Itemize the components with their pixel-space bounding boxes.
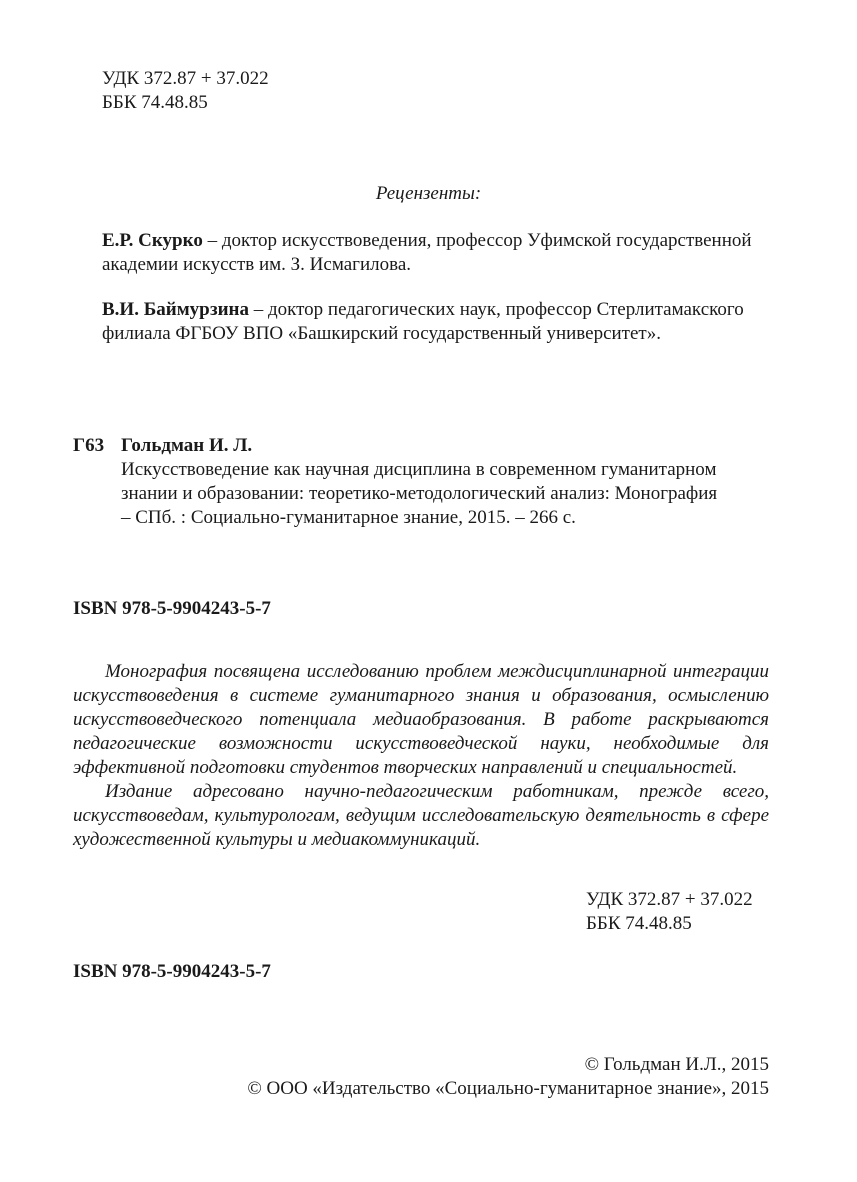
copyright-block [247, 1053, 769, 1101]
author-mark: Г63 [73, 435, 105, 456]
reviewer-description: – доктор педагогических наук, профессор Стерлитамакского [248, 299, 744, 320]
isbn-bottom: ISBN 978-5-9904243-5-7 [73, 961, 271, 982]
udk-code: УДК 372.87 + 37.022 [102, 68, 269, 89]
reviewer-description: – доктор искусствоведения, профессор Уфимской государственной [202, 230, 752, 251]
copyright-author: © Гольдман И.Л., 2015 [584, 1054, 769, 1075]
author-name: Гольдман И. Л. [121, 435, 253, 456]
reviewer-description-cont: филиала ФГБОУ ВПО «Башкирский государственный университет». [102, 323, 661, 344]
title-line: Искусствоведение как научная дисциплина в современном гуманитарном [121, 459, 717, 480]
isbn: ISBN 978-5-9904243-5-7 [73, 598, 271, 619]
reviewer-name: Е.Р. Скурко [102, 230, 203, 251]
reviewer-entry [102, 298, 762, 346]
bbk-code: ББК 74.48.85 [586, 913, 692, 934]
reviewer-name: В.И. Баймурзина [102, 299, 249, 320]
publication-line: – СПб. : Социально-гуманитарное знание, 2015. – 266 с. [121, 507, 576, 528]
reviewers-heading: Рецензенты: [375, 183, 482, 204]
abstract [73, 660, 769, 852]
bibliographic-record [121, 434, 771, 530]
bbk-code: ББК 74.48.85 [102, 92, 208, 113]
copyright-publisher: © ООО «Издательство «Социально-гуманитарное знание», 2015 [247, 1078, 769, 1099]
bottom-classification-codes [586, 888, 753, 936]
top-classification-codes [102, 67, 269, 115]
udk-code: УДК 372.87 + 37.022 [586, 889, 753, 910]
reviewer-description-cont: академии искусств им. З. Исмагилова. [102, 254, 412, 275]
title-line: знании и образовании: теоретико-методологический анализ: Монография [121, 483, 718, 504]
reviewer-entry [102, 229, 762, 277]
abstract-paragraph: Монография посвящена исследованию проблем междисциплинарной интеграции искусствоведения в системе гуманитарного знания и образования, осмыслению искусствоведческого потенциала медиаобразования. В работе раскрываются педагогические возможности искусствоведческой науки, необходимые для эффективной подготовки студентов творческих направлений и специальностей. [73, 661, 769, 778]
abstract-paragraph: Издание адресовано научно-педагогическим работникам, прежде всего, искусствоведам, культурологам, ведущим исследовательскую деятельность в сфере художественной культуры и медиакоммуникаций. [73, 781, 769, 850]
